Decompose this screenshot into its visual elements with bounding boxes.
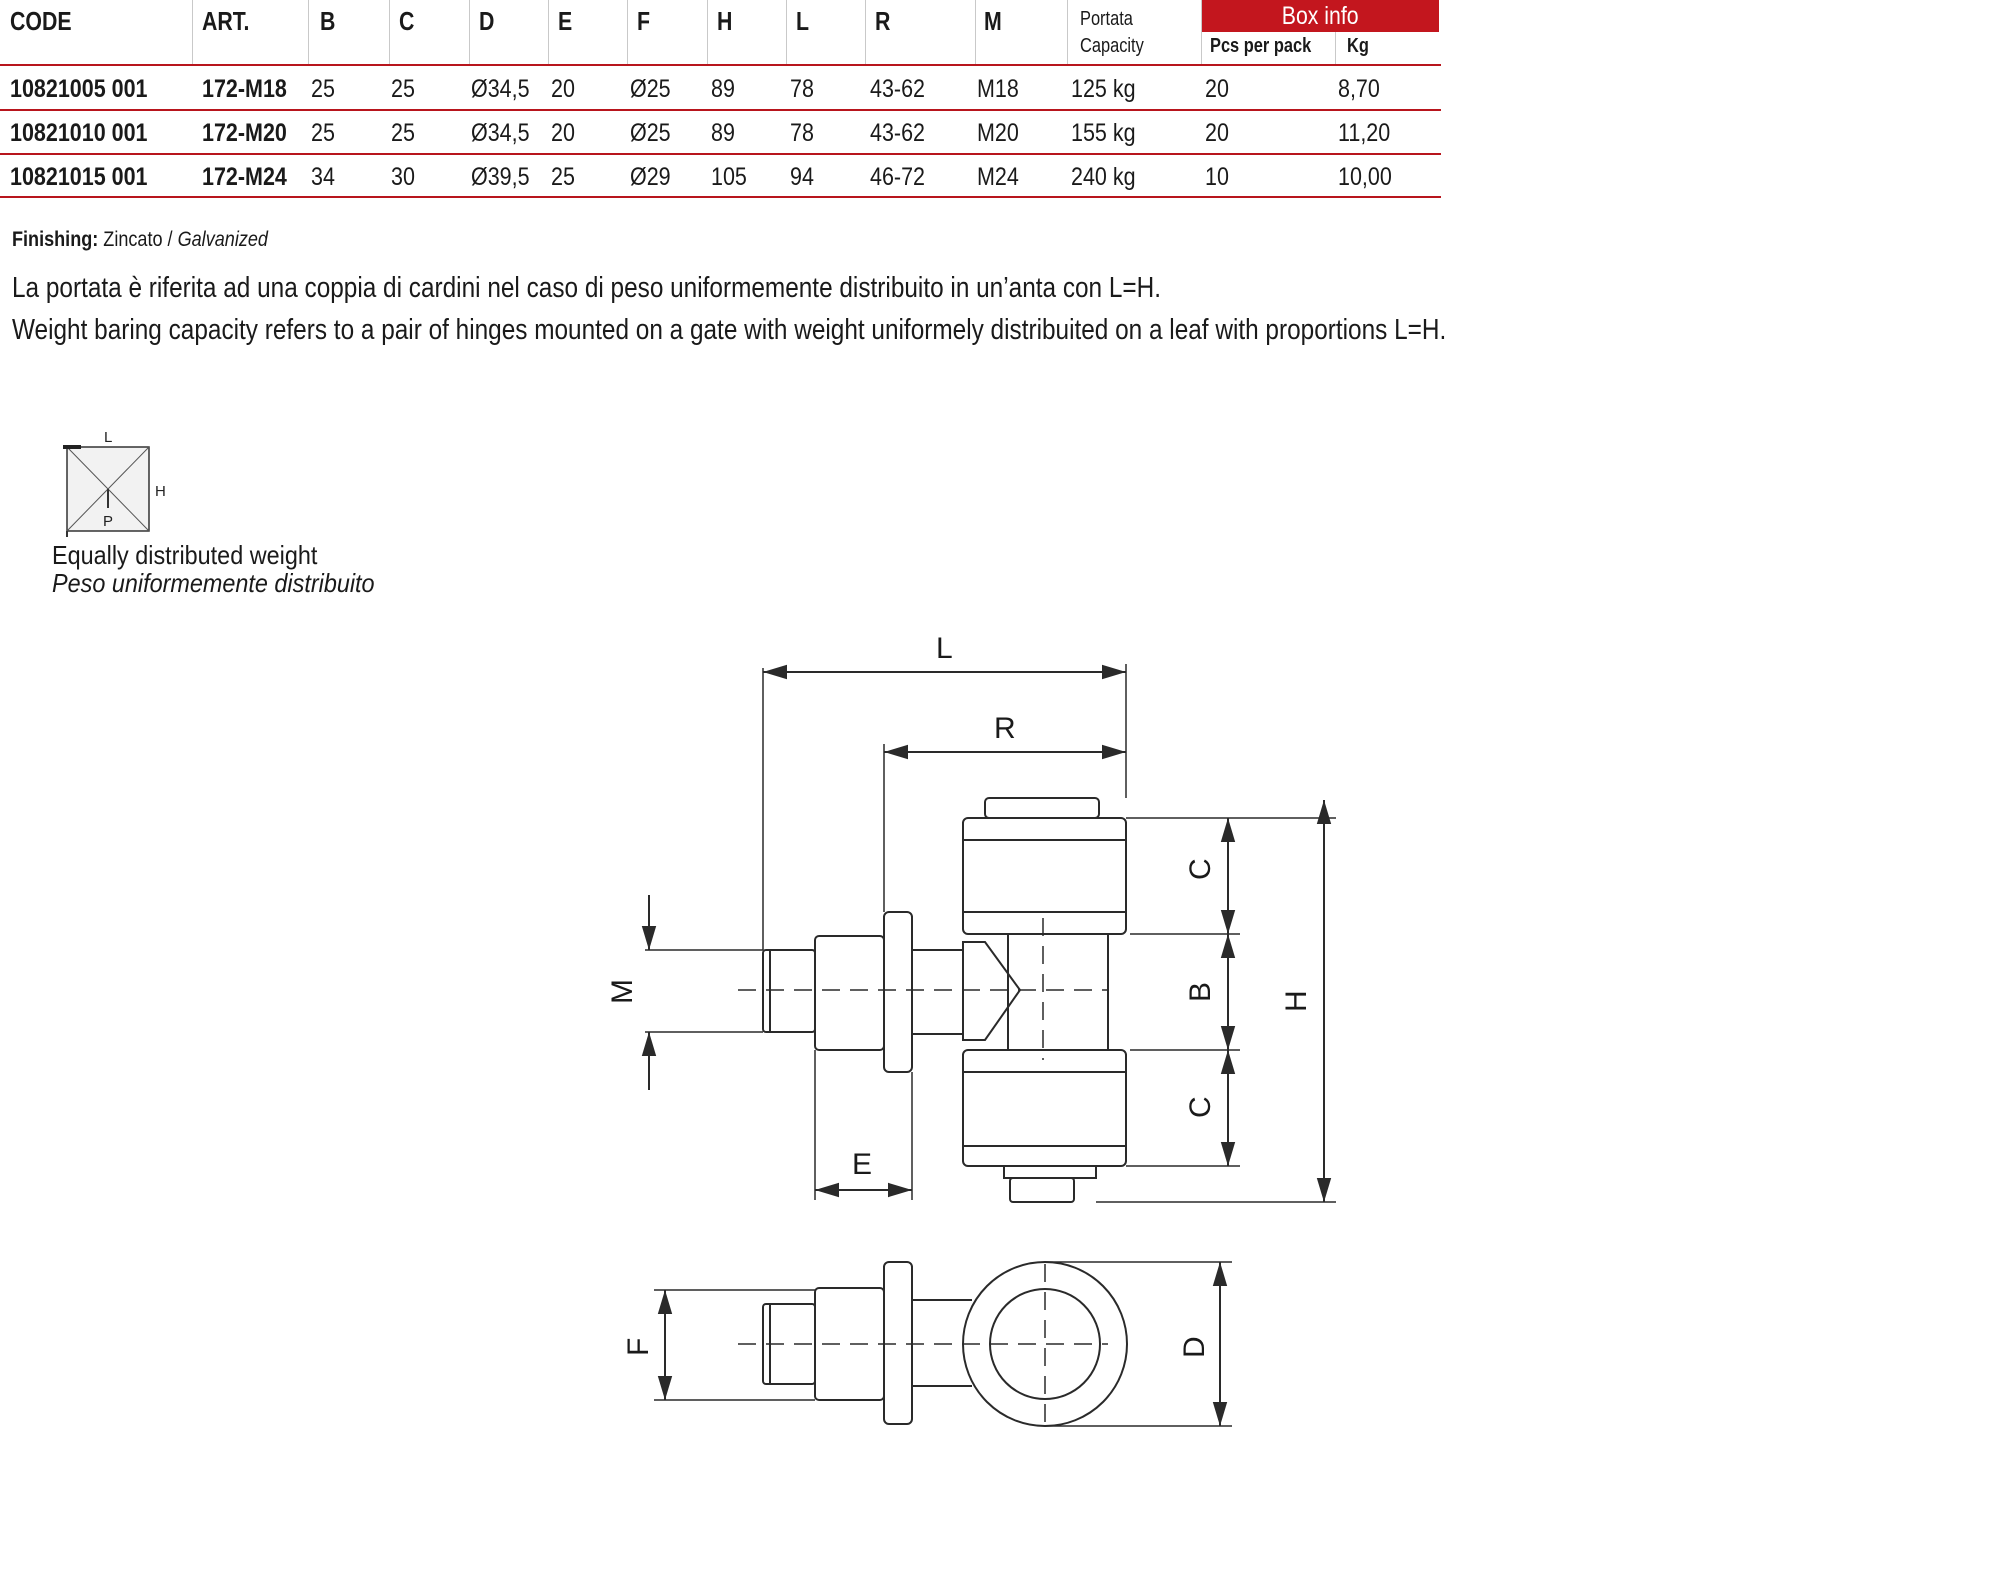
header-capacity: Capacity [1080,35,1144,57]
cell-art: 172-M18 [202,75,287,103]
cell-code: 10821010 001 [10,119,148,147]
cell-l: 78 [790,75,814,103]
barrel-bottom-pin [1010,1178,1074,1202]
label-d: D [1178,1336,1211,1358]
cell-capacity: 125 kg [1071,75,1136,103]
cell-l: 94 [790,163,814,191]
box-info-title: Box info [1281,2,1359,30]
cell-e: 20 [551,75,575,103]
header-l: L [796,6,810,36]
header-code: CODE [10,6,72,36]
gate-icon-h: H [155,483,166,500]
cell-b: 25 [311,75,335,103]
header-m: M [984,6,1002,36]
finishing-label: Finishing: [12,228,99,251]
gate-icon-p: P [103,513,114,530]
cell-c: 25 [391,119,415,147]
cell-b: 34 [311,163,335,191]
cell-code: 10821015 001 [10,163,148,191]
cell-b: 25 [311,119,335,147]
cell-e: 20 [551,119,575,147]
gate-icon-l: L [104,430,113,446]
cell-m: M18 [977,75,1019,103]
cell-h: 105 [711,163,747,191]
cell-r: 43-62 [870,75,925,103]
gate-caption-en: Equally distributed weight [52,540,318,570]
header-f: F [637,6,651,36]
barrel-upper-knuckle [963,818,1126,934]
cell-capacity: 155 kg [1071,119,1136,147]
header-e: E [558,6,573,36]
cell-kg: 11,20 [1338,119,1391,147]
cell-d: Ø34,5 [471,119,530,147]
cell-l: 78 [790,119,814,147]
barrel-top-cap [985,798,1099,818]
flange-washer [884,912,912,1072]
cell-pcs: 10 [1205,163,1229,191]
label-c-upper: C [1184,858,1217,880]
header-b: B [320,6,336,36]
cell-r: 43-62 [870,119,925,147]
header-kg: Kg [1347,35,1369,57]
cell-f: Ø25 [630,75,671,103]
cell-c: 30 [391,163,415,191]
cell-pcs: 20 [1205,75,1229,103]
header-h: H [717,6,733,36]
gate-caption-it: Peso uniformemente distribuito [52,568,375,598]
cell-r: 46-72 [870,163,925,191]
cell-f: Ø29 [630,163,671,191]
label-f: F [622,1337,655,1356]
note-english: Weight baring capacity refers to a pair of hinges mounted on a gate with weight uniformely distribuited on a leaf with proportions L=H. [12,314,1447,346]
label-c-lower: C [1184,1096,1217,1118]
label-b: B [1184,981,1217,1002]
cell-d: Ø39,5 [471,163,530,191]
header-art: ART. [202,6,250,36]
cell-art: 172-M24 [202,163,287,191]
cell-kg: 10,00 [1338,163,1392,191]
barrel-lower-knuckle [963,1050,1126,1166]
header-c: C [399,6,415,36]
note-italian: La portata è riferita ad una coppia di cardini nel caso di peso uniformemente distribuito in un’anta con L=H. [12,272,1162,304]
header-portata: Portata [1080,8,1133,30]
cell-h: 89 [711,75,735,103]
cell-f: Ø25 [630,119,671,147]
finishing-value-italic: Galvanized [177,228,268,251]
cell-c: 25 [391,75,415,103]
header-pcs-per-pack: Pcs per pack [1210,35,1312,57]
cell-d: Ø34,5 [471,75,530,103]
finishing-value: Zincato / [103,228,178,251]
label-r: R [994,712,1016,745]
cell-h: 89 [711,119,735,147]
cell-code: 10821005 001 [10,75,148,103]
weld-cone [963,942,1020,1040]
barrel-middle [1008,934,1108,1050]
label-l: L [936,632,953,665]
cell-art: 172-M20 [202,119,287,147]
hex-nut [815,936,884,1050]
top-flange-washer [884,1262,912,1424]
label-m: M [606,979,639,1004]
label-e: E [852,1148,873,1181]
header-d: D [479,6,495,36]
cell-pcs: 20 [1205,119,1229,147]
label-h: H [1280,990,1313,1012]
cell-capacity: 240 kg [1071,163,1136,191]
header-r: R [875,6,891,36]
cell-m: M24 [977,163,1019,191]
cell-e: 25 [551,163,575,191]
cell-kg: 8,70 [1338,75,1380,103]
barrel-bottom-washer [1004,1166,1096,1178]
cell-m: M20 [977,119,1019,147]
